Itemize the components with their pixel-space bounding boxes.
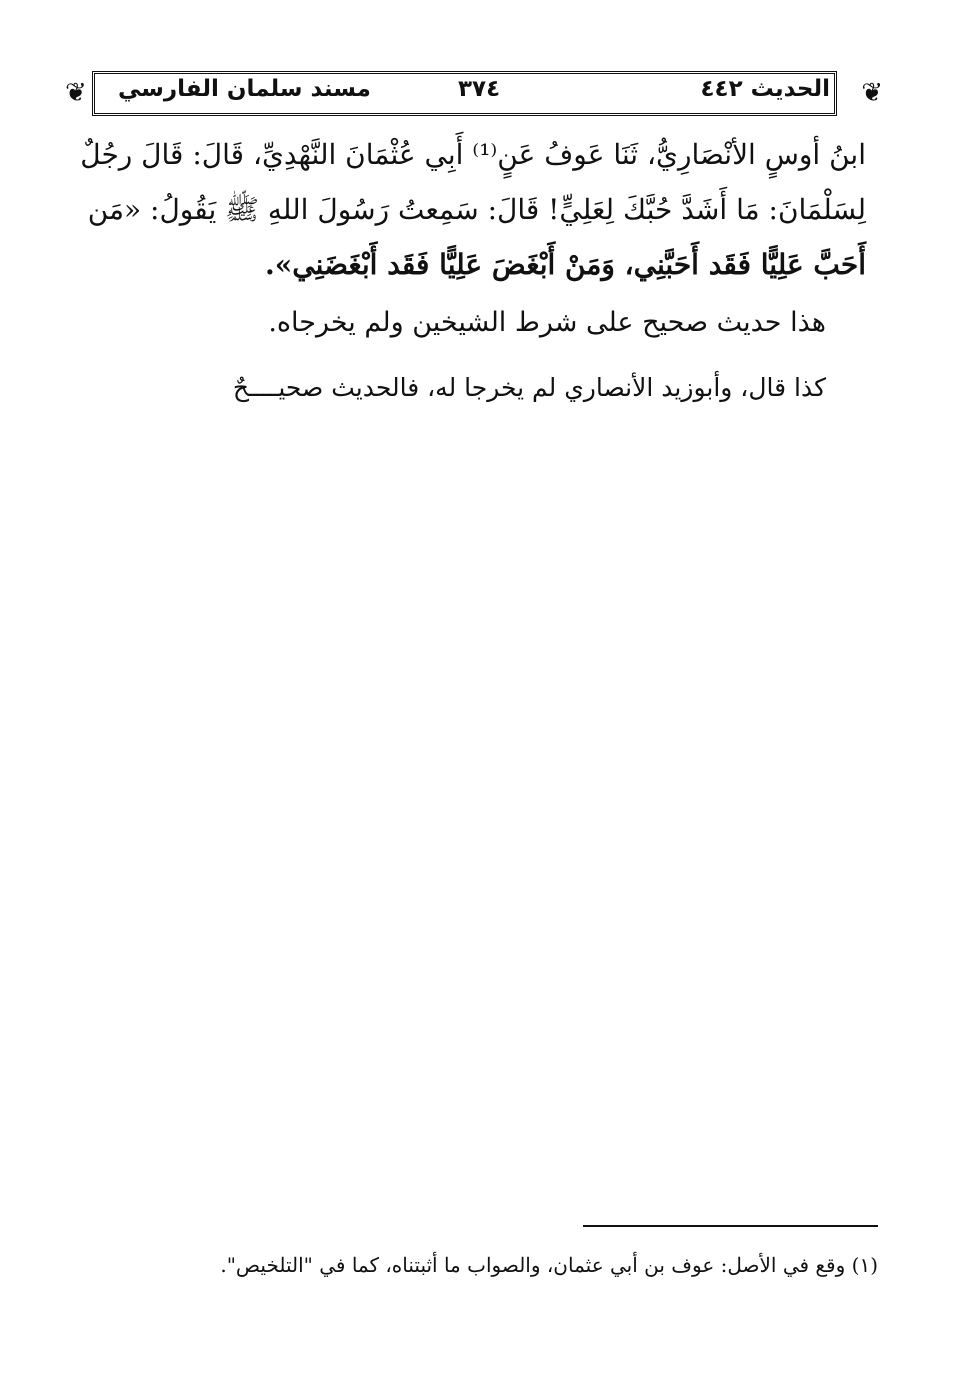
right-ornament-icon: ❦ (861, 78, 883, 108)
hadith-line-2: لِسَلْمَانَ: مَا أَشَدَّ حُبَّكَ لِعَلِيٍّ! قَالَ: سَمِعتُ رَسُولَ اللهِ ﷺ يَقُولُ: «مَن (87, 193, 866, 226)
footnote-text: (١) وقع في الأصل: عوف بن أبي عثمان، والصواب ما أثبتناه، كما في "التلخيص". (220, 1253, 878, 1277)
hadith-line-1: ابنُ أوسٍ الأنْصَارِيُّ، ثَنَا عَوفُ عَنٍ⁽¹⁾ أَبِي عُثْمَانَ النَّهْدِيِّ، قَالَ: قَالَ رجُلٌ (80, 138, 866, 171)
hadith-line-3: أَحَبَّ عَلِيًّا فَقَد أَحَبَّنِي، وَمَنْ أَبْغَضَ عَلِيًّا فَقَد أَبْغَضَنِي». (265, 248, 866, 281)
left-ornament-icon: ❦ (65, 78, 87, 108)
dhahabi-comment: كذا قال، وأبوزيد الأنصاري لم يخرجا له، فالحديث صحيــــحٌ (232, 373, 826, 402)
hadith-number: الحديث ٤٤٢ (700, 76, 830, 102)
page-number: ٣٧٤ (458, 76, 501, 102)
section-title: مسند سلمان الفارسي (118, 76, 371, 102)
footnote-divider (583, 1225, 878, 1227)
hakim-comment: هذا حديث صحيح على شرط الشيخين ولم يخرجاه. (268, 307, 826, 338)
hadith-text (76, 127, 866, 292)
